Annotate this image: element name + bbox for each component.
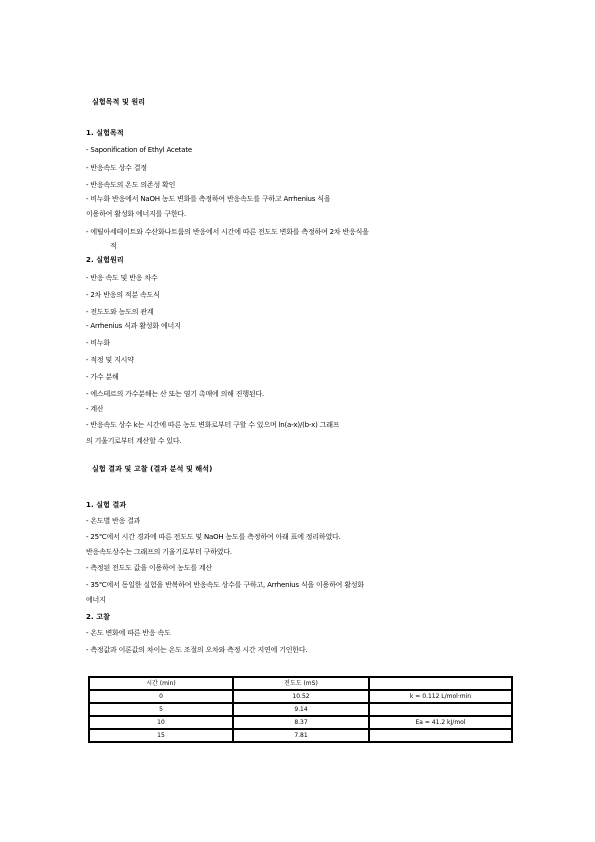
disc-line: - 온도 변화에 따른 반응 속도 bbox=[86, 629, 171, 637]
table-cell: 10 bbox=[89, 716, 233, 729]
table-cell: 7.81 bbox=[233, 729, 369, 742]
theory-line: - 반응속도 상수 k는 시간에 따른 농도 변화로부터 구할 수 있으며 ln(a-x)/(b-x) 그래프 bbox=[86, 421, 340, 429]
table-cell: 9.14 bbox=[233, 703, 369, 716]
theory-line: - 에스테르의 가수분해는 산 또는 염기 촉매에 의해 진행된다. bbox=[86, 390, 265, 398]
section2-title: 실험 결과 및 고찰 (결과 분석 및 해석) bbox=[92, 465, 213, 473]
theory-line: - 비누화 bbox=[86, 339, 111, 347]
table-cell: 전도도 (mS) bbox=[233, 677, 369, 690]
table-row bbox=[89, 677, 512, 690]
theory-line: 의 기울기로부터 계산할 수 있다. bbox=[86, 437, 182, 445]
theory-line: - 적정 및 지시약 bbox=[86, 356, 134, 364]
goal-line: 적 bbox=[110, 242, 117, 250]
theory-line: - Arrhenius 식과 활성화 에너지 bbox=[86, 322, 181, 330]
results-table bbox=[88, 676, 513, 743]
theory-line: - 2차 반응의 적분 속도식 bbox=[86, 291, 160, 299]
table-row bbox=[89, 716, 512, 729]
table-cell: Ea = 41.2 kJ/mol bbox=[369, 716, 512, 729]
goal-line: - Saponification of Ethyl Acetate bbox=[86, 146, 192, 154]
proc-line: 에너지 bbox=[86, 596, 106, 604]
goal-heading: 1. 실험목적 bbox=[86, 129, 124, 137]
theory-line: - 가수 분해 bbox=[86, 373, 119, 381]
table-cell: k = 0.112 L/mol·min bbox=[369, 690, 512, 703]
table-cell: 15 bbox=[89, 729, 233, 742]
goal-line: - 반응속도의 온도 의존성 확인 bbox=[86, 181, 176, 189]
theory-line: - 전도도와 농도의 관계 bbox=[86, 308, 154, 316]
proc-heading: 1. 실험 결과 bbox=[86, 501, 127, 509]
proc-line: - 측정된 전도도 값을 이용하여 농도를 계산 bbox=[86, 564, 213, 572]
goal-line: - 반응속도 상수 결정 bbox=[86, 164, 147, 172]
table-cell: 10.52 bbox=[233, 690, 369, 703]
theory-heading: 2. 실험원리 bbox=[86, 256, 124, 264]
proc-line: - 35℃에서 동일한 실험을 반복하여 반응속도 상수를 구하고, Arrhenius 식을 이용하여 활성화 bbox=[86, 581, 364, 589]
table-row bbox=[89, 703, 512, 716]
disc-line: - 측정값과 이론값의 차이는 온도 조절의 오차와 측정 시간 지연에 기인한다. bbox=[86, 646, 308, 654]
table-cell bbox=[369, 677, 512, 690]
goal-line: 이용하여 활성화 에너지를 구한다. bbox=[86, 210, 186, 218]
proc-line: 반응속도상수는 그래프의 기울기로부터 구하였다. bbox=[86, 548, 232, 556]
table-cell: 시간 (min) bbox=[89, 677, 233, 690]
goal-line: - 비누화 반응에서 NaOH 농도 변화를 측정하여 반응속도를 구하고 Arrhenius 식을 bbox=[86, 195, 331, 203]
goal-line: - 에틸아세테이트와 수산화나트륨의 반응에서 시간에 따른 전도도 변화를 측정하여 2차 반응식을 bbox=[86, 228, 369, 236]
disc-heading: 2. 고찰 bbox=[86, 613, 110, 621]
table-row bbox=[89, 690, 512, 703]
table-cell bbox=[369, 729, 512, 742]
table-cell: 8.37 bbox=[233, 716, 369, 729]
theory-line: - 계산 bbox=[86, 405, 104, 413]
table-cell bbox=[369, 703, 512, 716]
table-cell: 5 bbox=[89, 703, 233, 716]
table-row bbox=[89, 729, 512, 742]
theory-line: - 반응 속도 및 반응 차수 bbox=[86, 274, 158, 282]
proc-line: - 25℃에서 시간 경과에 따른 전도도 및 NaOH 농도를 측정하여 아래 표에 정리하였다. bbox=[86, 533, 341, 541]
table-cell: 0 bbox=[89, 690, 233, 703]
section1-title: 실험목적 및 원리 bbox=[92, 98, 146, 106]
proc-line: - 온도별 반응 결과 bbox=[86, 517, 141, 525]
